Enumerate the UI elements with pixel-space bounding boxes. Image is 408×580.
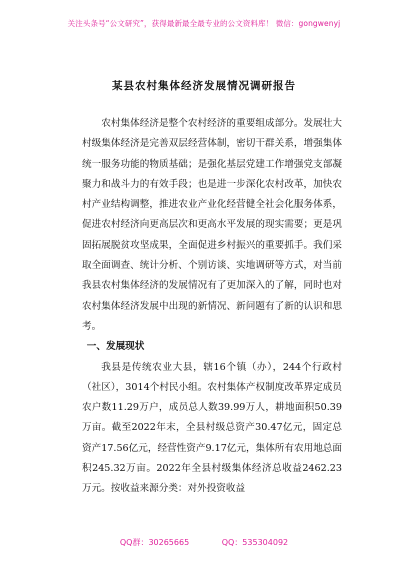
footer-qq: QQ：535304092	[221, 538, 289, 547]
document-title: 某县农村集体经济发展情况调研报告	[112, 80, 296, 92]
footer-qq-group: QQ群：30265665	[119, 538, 190, 547]
document-body	[82, 114, 342, 500]
intro-paragraph: 农村集体经济是整个农村经济的重要组成部分。发展壮大村级集体经济是完善双层经营体制，密切干群关系，增强集体统一服务功能的物质基础；是强化基层党建工作增强党支部凝聚力和战斗力的有效手段；也是进一步深化农村改革，加快农村产业结构调整，推进农业产业化经营健全社会化服务体系，促进农村经济向更高层次和更高水平发展的现实需要；更是巩固拓展脱贫攻坚成果，全面促进乡村振兴的重要抓手。我们采取全面调查、统计分析、个别访谈、实地调研等方式，对当前我县农村集体经济的发展情况有了更加深入的了解，同时也对农村集体经济发展中出现的新情况、新问题有了新的认识和思考。	[82, 118, 342, 332]
header-note: 关注头条号“公文研究”，获得最新最全最专业的公文资料库！ 微信：gongwenyj	[67, 19, 341, 28]
footer	[0, 537, 408, 548]
section-heading: 一、发展现状	[86, 341, 145, 353]
section-paragraph: 我县是传统农业大县，辖16个镇（办），244个行政村（社区），3014个村民小组。农村集体产权制度改革界定成员农户数11.29万户，成员总人数39.99万人，耕地面积50.39万亩。截至2022年末，全县村级总资产30.47亿元，固定总资产17.56亿元，经营性资产9.17亿元，集体所有农用地总面积245.32万亩。2022年全县村级集体经济总收益2462.23万元。按收益来源分类：对外投资收益	[82, 361, 342, 495]
